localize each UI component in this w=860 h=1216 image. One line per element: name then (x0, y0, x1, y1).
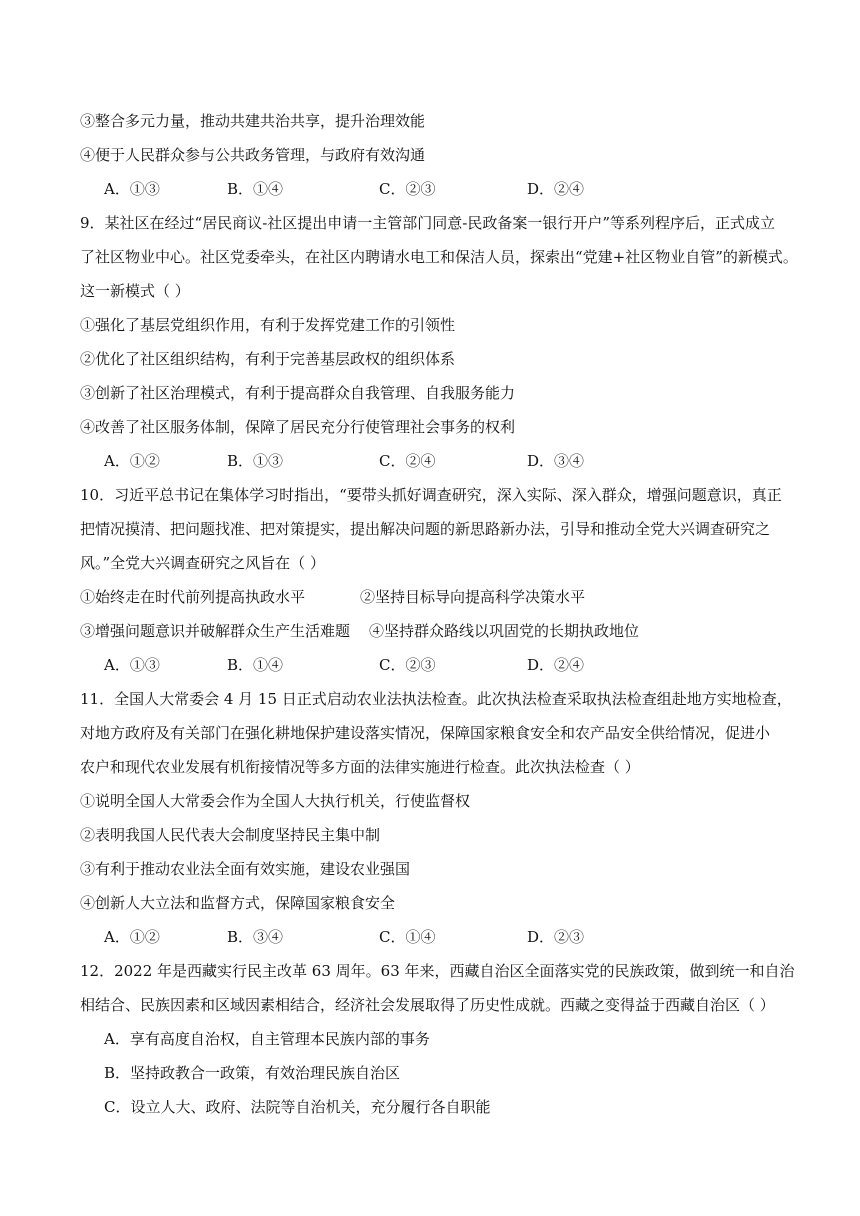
q10-stem-line-3: 风。”全党大兴调查研究之风旨在（ ） (80, 554, 325, 572)
q9-option-c[interactable]: C．②④ (379, 452, 436, 470)
q8-statement-4: ④便于人民群众参与公共政务管理，与政府有效沟通 (80, 146, 426, 164)
q9-statement-4: ④改善了社区服务体制，保障了居民充分行使管理社会事务的权利 (80, 418, 516, 436)
q12-stem-line-1: 12．2022 年是西藏实行民主改革 63 周年。63 年来，西藏自治区全面落实党的民族政策，做到统一和自治 (80, 962, 795, 980)
q9-options (104, 451, 804, 471)
q8-option-b[interactable]: B．①④ (227, 180, 284, 198)
q8-statement-3: ③整合多元力量，推动共建共治共享，提升治理效能 (80, 112, 426, 130)
q8-option-c[interactable]: C．②③ (379, 180, 436, 198)
q10-option-c[interactable]: C．②③ (379, 656, 436, 674)
q12-option-c[interactable]: C．设立人大、政府、法院等自治机关，充分履行各自职能 (104, 1098, 491, 1116)
q9-option-a[interactable]: A．①② (104, 452, 160, 470)
q11-stem-line-1: 11．全国人大常委会 4 月 15 日正式启动农业法执法检查。此次执法检查采取执法检查组赴地方实地检查， (80, 690, 792, 708)
q11-options (104, 927, 804, 947)
q10-statement-row-1 (80, 587, 800, 607)
q11-option-c[interactable]: C．①④ (379, 928, 436, 946)
q10-option-d[interactable]: D．②④ (527, 656, 585, 674)
q10-statement-3: ③增强问题意识并破解群众生产生活难题 (80, 622, 351, 640)
q11-statement-1: ①说明全国人大常委会作为全国人大执行机关，行使监督权 (80, 792, 471, 810)
q11-statement-2: ②表明我国人民代表大会制度坚持民主集中制 (80, 826, 381, 844)
q11-option-b[interactable]: B．③④ (227, 928, 284, 946)
q11-statement-3: ③有利于推动农业法全面有效实施，建设农业强国 (80, 860, 411, 878)
q10-options (104, 655, 804, 675)
q9-stem-line-3: 这一新模式（ ） (80, 282, 190, 300)
q12-option-b[interactable]: B．坚持政教合一政策，有效治理民族自治区 (104, 1064, 401, 1082)
q9-statement-3: ③创新了社区治理模式，有利于提高群众自我管理、自我服务能力 (80, 384, 516, 402)
q11-stem-line-2: 对地方政府及有关部门在强化耕地保护建设落实情况，保障国家粮食安全和农产品安全供给情况，促进小 (80, 724, 771, 742)
q8-option-d[interactable]: D．②④ (527, 180, 585, 198)
q9-statement-2: ②优化了社区组织结构，有利于完善基层政权的组织体系 (80, 350, 456, 368)
q10-option-b[interactable]: B．①④ (227, 656, 284, 674)
q11-option-d[interactable]: D．②③ (527, 928, 585, 946)
q9-option-b[interactable]: B．①③ (227, 452, 284, 470)
q9-stem-line-1: 9．某社区在经过“居民商议-社区提出申请一主管部门同意-民政备案一银行开户”等系列程序后，正式成立 (80, 214, 776, 232)
q12-stem-line-2: 相结合、民族因素和区域因素相结合，经济社会发展取得了历史性成就。西藏之变得益于西藏自治区（ ） (80, 996, 775, 1014)
q11-statement-4: ④创新人大立法和监督方式，保障国家粮食安全 (80, 894, 396, 912)
q10-option-a[interactable]: A．①③ (104, 656, 160, 674)
q11-stem-line-3: 农户和现代农业发展有机衔接情况等多方面的法律实施进行检查。此次执法检查（ ） (80, 758, 640, 776)
q10-statement-4: ④坚持群众路线以巩固党的长期执政地位 (369, 622, 640, 640)
q9-stem-line-2: 了社区物业中心。社区党委牵头，在社区内聘请水电工和保洁人员，探索出“党建+社区物业自管”的新模式。 (80, 248, 798, 266)
q10-statement-row-2 (80, 621, 800, 641)
q10-statement-2: ②坚持目标导向提高科学决策水平 (360, 588, 586, 606)
q11-option-a[interactable]: A．①② (104, 928, 160, 946)
q10-statement-1: ①始终走在时代前列提高执政水平 (80, 588, 306, 606)
q9-option-d[interactable]: D．③④ (527, 452, 585, 470)
q8-options (104, 179, 804, 199)
q10-stem-line-2: 把情况摸清、把问题找准、把对策提实，提出解决问题的新思路新办法，引导和推动全党大兴调查研究之 (80, 520, 771, 538)
q12-option-a[interactable]: A．享有高度自治权，自主管理本民族内部的事务 (104, 1030, 430, 1048)
q9-statement-1: ①强化了基层党组织作用，有利于发挥党建工作的引领性 (80, 316, 456, 334)
q8-option-a[interactable]: A．①③ (104, 180, 160, 198)
q10-stem-line-1: 10．习近平总书记在集体学习时指出，“要带头抓好调查研究，深入实际、深入群众，增强问题意识，真正 (80, 486, 782, 504)
